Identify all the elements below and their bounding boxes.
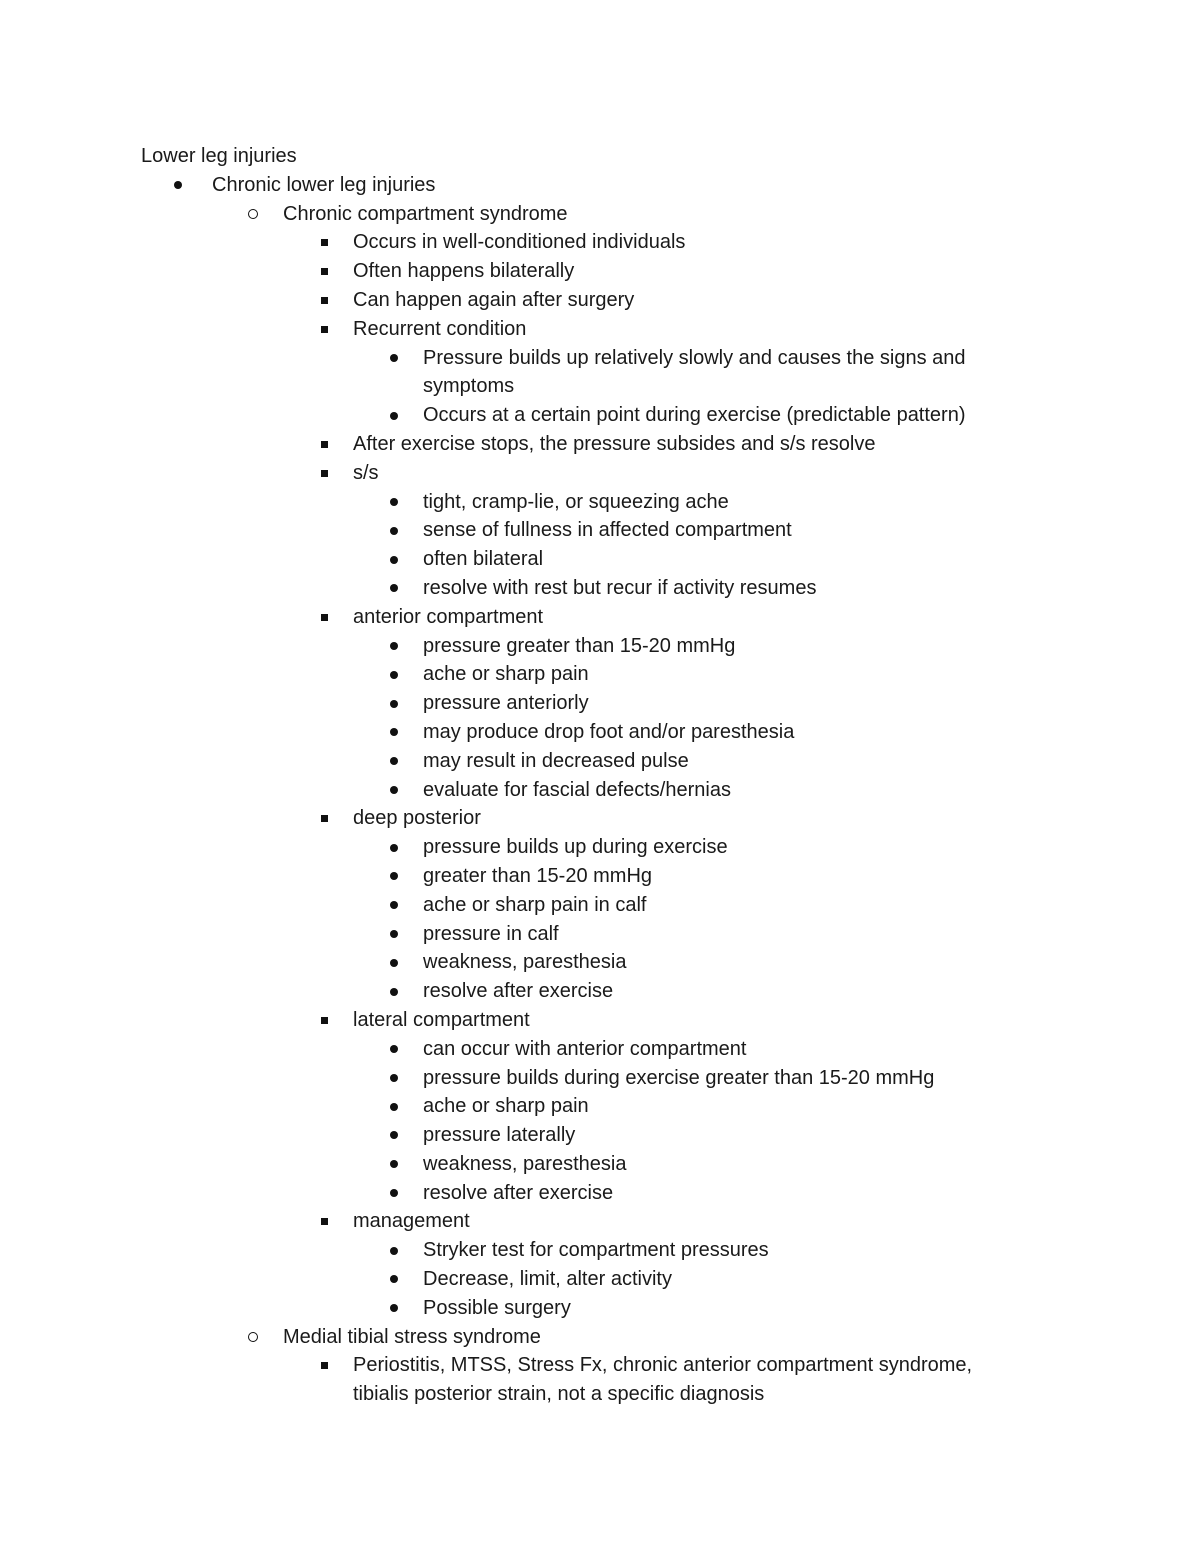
list-item: pressure builds during exercise greater than 15-20 mmHg [141, 1064, 1141, 1093]
bullet-dot-icon [387, 833, 401, 862]
bullet-dot-icon [387, 488, 401, 517]
list-item [141, 1207, 1141, 1236]
ccs-heading: Chronic compartment syndrome [283, 202, 568, 225]
list-item: ache or sharp pain [141, 1092, 1141, 1121]
list-item: Periostitis, MTSS, Stress Fx, chronic anterior compartment syndrome, [141, 1351, 1141, 1380]
bullet-dot-icon [387, 920, 401, 949]
bullet-dot-icon [171, 171, 185, 200]
bullet-dot-icon [387, 1294, 401, 1323]
list-item: Often happens bilaterally [141, 257, 1141, 286]
bullet-dot-icon [387, 689, 401, 718]
list-item: pressure builds up during exercise [141, 833, 1141, 862]
list-item [141, 1006, 1141, 1035]
ss-label: s/s [353, 461, 379, 484]
list-item: pressure anteriorly [141, 689, 1141, 718]
bullet-square-icon [317, 257, 331, 286]
list-item [141, 171, 1141, 200]
list-item: pressure greater than 15-20 mmHg [141, 632, 1141, 661]
bullet-square-icon [317, 1006, 331, 1035]
bullet-dot-icon [387, 1150, 401, 1179]
list-item: weakness, paresthesia [141, 948, 1141, 977]
list-item: resolve after exercise [141, 1179, 1141, 1208]
list-item: resolve with rest but recur if activity resumes [141, 574, 1141, 603]
list-item [141, 603, 1141, 632]
bullet-dot-icon [387, 718, 401, 747]
bullet-dot-icon [387, 545, 401, 574]
list-item: weakness, paresthesia [141, 1150, 1141, 1179]
list-item: tight, cramp-lie, or squeezing ache [141, 488, 1141, 517]
bullet-dot-icon [387, 344, 401, 373]
list-item: Can happen again after surgery [141, 286, 1141, 315]
bullet-dot-icon [387, 1236, 401, 1265]
list-item: greater than 15-20 mmHg [141, 862, 1141, 891]
list-item: Occurs in well-conditioned individuals [141, 228, 1141, 257]
lateral-label: lateral compartment [353, 1008, 530, 1031]
bullet-dot-icon [387, 660, 401, 689]
bullet-dot-icon [387, 1265, 401, 1294]
list-item [141, 459, 1141, 488]
list-item [141, 200, 1141, 229]
bullet-dot-icon [387, 1035, 401, 1064]
bullet-square-icon [317, 1351, 331, 1380]
list-item: Decrease, limit, alter activity [141, 1265, 1141, 1294]
notes-outline [141, 142, 1141, 1409]
document-title: Lower leg injuries [141, 145, 297, 167]
bullet-dot-icon [387, 1064, 401, 1093]
bullet-square-icon [317, 430, 331, 459]
list-item: Occurs at a certain point during exercise (predictable pattern) [141, 401, 1141, 430]
bullet-dot-icon [387, 776, 401, 805]
deep-posterior-label: deep posterior [353, 807, 481, 830]
bullet-dot-icon [387, 1092, 401, 1121]
list-item: pressure laterally [141, 1121, 1141, 1150]
list-item-continuation: symptoms [423, 375, 515, 398]
mtss-heading: Medial tibial stress syndrome [283, 1325, 541, 1348]
list-item: resolve after exercise [141, 977, 1141, 1006]
list-item: Possible surgery [141, 1294, 1141, 1323]
bullet-dot-icon [387, 401, 401, 430]
list-item: sense of fullness in affected compartment [141, 516, 1141, 545]
bullet-square-icon [317, 228, 331, 257]
bullet-ring-icon [246, 1323, 260, 1352]
list-item: may produce drop foot and/or paresthesia [141, 718, 1141, 747]
list-item: ache or sharp pain in calf [141, 891, 1141, 920]
bullet-dot-icon [387, 516, 401, 545]
bullet-dot-icon [387, 632, 401, 661]
bullet-square-icon [317, 1207, 331, 1236]
list-item: Recurrent condition [141, 315, 1141, 344]
list-item: may result in decreased pulse [141, 747, 1141, 776]
bullet-dot-icon [387, 977, 401, 1006]
bullet-square-icon [317, 459, 331, 488]
list-item-continuation: tibialis posterior strain, not a specific diagnosis [353, 1383, 765, 1406]
bullet-dot-icon [387, 891, 401, 920]
bullet-dot-icon [387, 574, 401, 603]
list-item: Stryker test for compartment pressures [141, 1236, 1141, 1265]
bullet-dot-icon [387, 1121, 401, 1150]
bullet-square-icon [317, 804, 331, 833]
anterior-label: anterior compartment [353, 605, 544, 628]
management-label: management [353, 1210, 470, 1233]
bullet-square-icon [317, 603, 331, 632]
list-item: Pressure builds up relatively slowly and causes the signs and [141, 344, 1141, 373]
bullet-dot-icon [387, 862, 401, 891]
list-item: pressure in calf [141, 920, 1141, 949]
list-item: can occur with anterior compartment [141, 1035, 1141, 1064]
bullet-ring-icon [246, 200, 260, 229]
list-item: ache or sharp pain [141, 660, 1141, 689]
list-item: often bilateral [141, 545, 1141, 574]
bullet-dot-icon [387, 948, 401, 977]
bullet-square-icon [317, 286, 331, 315]
list-item [141, 804, 1141, 833]
bullet-square-icon [317, 315, 331, 344]
list-item: evaluate for fascial defects/hernias [141, 776, 1141, 805]
bullet-dot-icon [387, 747, 401, 776]
list-item: After exercise stops, the pressure subsides and s/s resolve [141, 430, 1141, 459]
section-heading: Chronic lower leg injuries [212, 173, 436, 196]
bullet-dot-icon [387, 1179, 401, 1208]
list-item [141, 1323, 1141, 1352]
